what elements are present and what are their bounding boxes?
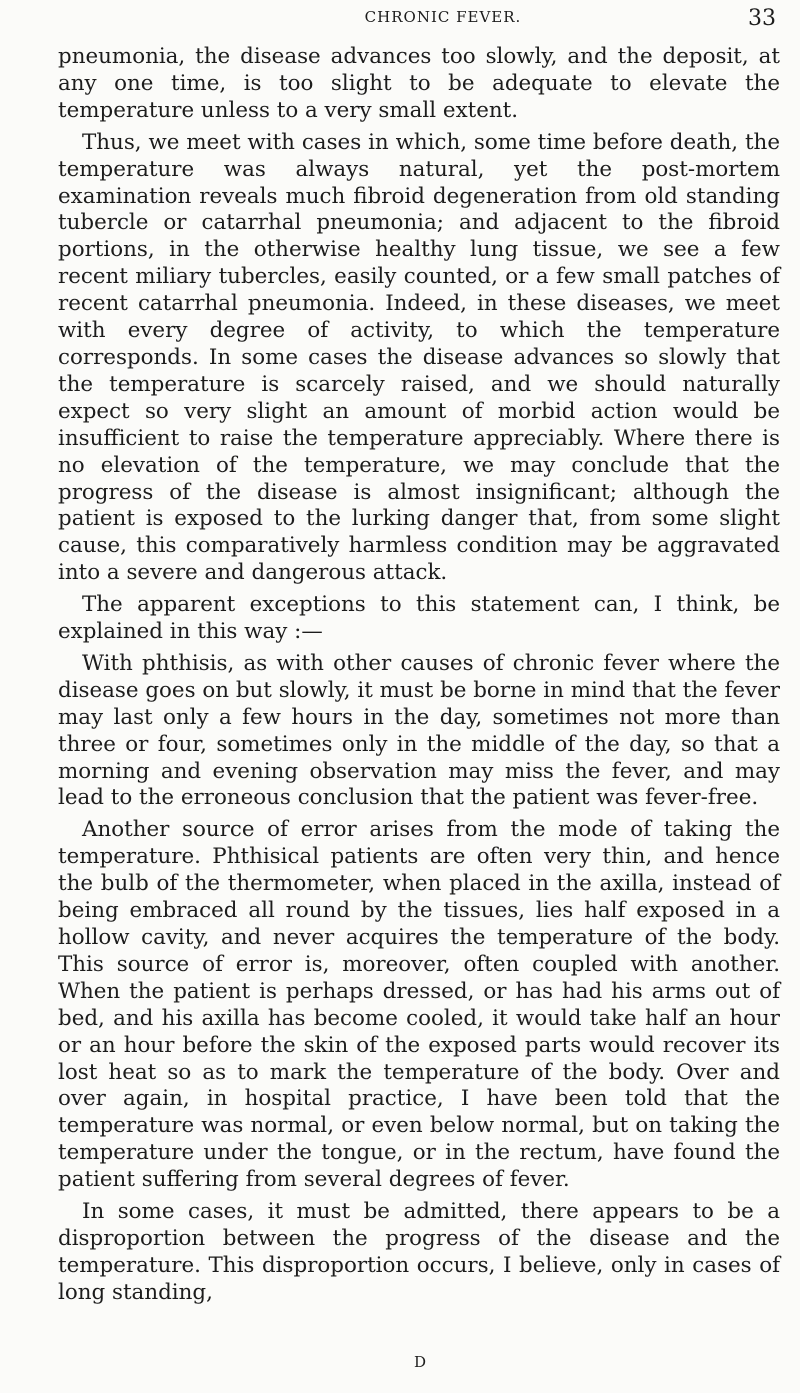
- page-number: 33: [748, 6, 776, 31]
- running-head: [58, 6, 788, 36]
- paragraph-6: In some cases, it must be admitted, there appears to be a disproportion between the progress of the disease and the temperature. This disproportion occurs, I believe, only in cases of long standing,: [58, 1199, 780, 1305]
- body-text: [58, 44, 780, 1312]
- paragraph-5: Another source of error arises from the mode of taking the temperature. Phthisical patients are often very thin, and hence the bulb of the thermometer, when placed in the axilla, instead of being embraced all round by the tissues, lies half exposed in a hollow cavity, and never acquires the temperature of the body. This source of error is, moreover, often coupled with another. When the patient is perhaps dressed, or has had his arms out of bed, and his axilla has become cooled, it would take half an hour or an hour before the skin of the exposed parts would recover its lost heat so as to mark the temperature of the body. Over and over again, in hospital practice, I have been told that the temperature was normal, or even below normal, but on taking the temperature under the tongue, or in the rectum, have found the patient suffering from several degrees of fever.: [58, 817, 780, 1193]
- paragraph-4: With phthisis, as with other causes of chronic fever where the disease goes on but slowly, it must be borne in mind that the fever may last only a few hours in the day, sometimes not more than three or four, sometimes only in the middle of the day, so that a morning and evening observation may miss the fever, and may lead to the erroneous conclusion that the patient was fever-free.: [58, 650, 780, 811]
- running-title: CHRONIC FEVER.: [364, 8, 522, 26]
- paragraph-2: Thus, we meet with cases in which, some time before death, the temperature was always natural, yet the post-mortem examination reveals much fibroid degeneration from old standing tubercle or catarrhal pneumonia; and adjacent to the fibroid portions, in the otherwise healthy lung tissue, we see a few recent miliary tubercles, easily counted, or a few small patches of recent catarrhal pneumonia. Indeed, in these diseases, we meet with every degree of activity, to which the temperature corresponds. In some cases the disease advances so slowly that the temperature is scarcely raised, and we should naturally expect so very slight an amount of morbid action would be insufficient to raise the temperature appreciably. Where there is no elevation of the temperature, we may conclude that the progress of the disease is almost insignificant; although the patient is exposed to the lurking danger that, from some slight cause, this comparatively harmless condition may be aggravated into a severe and dangerous attack.: [58, 129, 780, 586]
- signature-mark: D: [413, 1353, 427, 1371]
- paragraph-1: pneumonia, the disease advances too slowly, and the deposit, at any one time, is too slight to be adequate to elevate the temperature unless to a very small extent.: [58, 44, 780, 123]
- paragraph-3: The apparent exceptions to this statement can, I think, be explained in this way :—: [58, 592, 780, 645]
